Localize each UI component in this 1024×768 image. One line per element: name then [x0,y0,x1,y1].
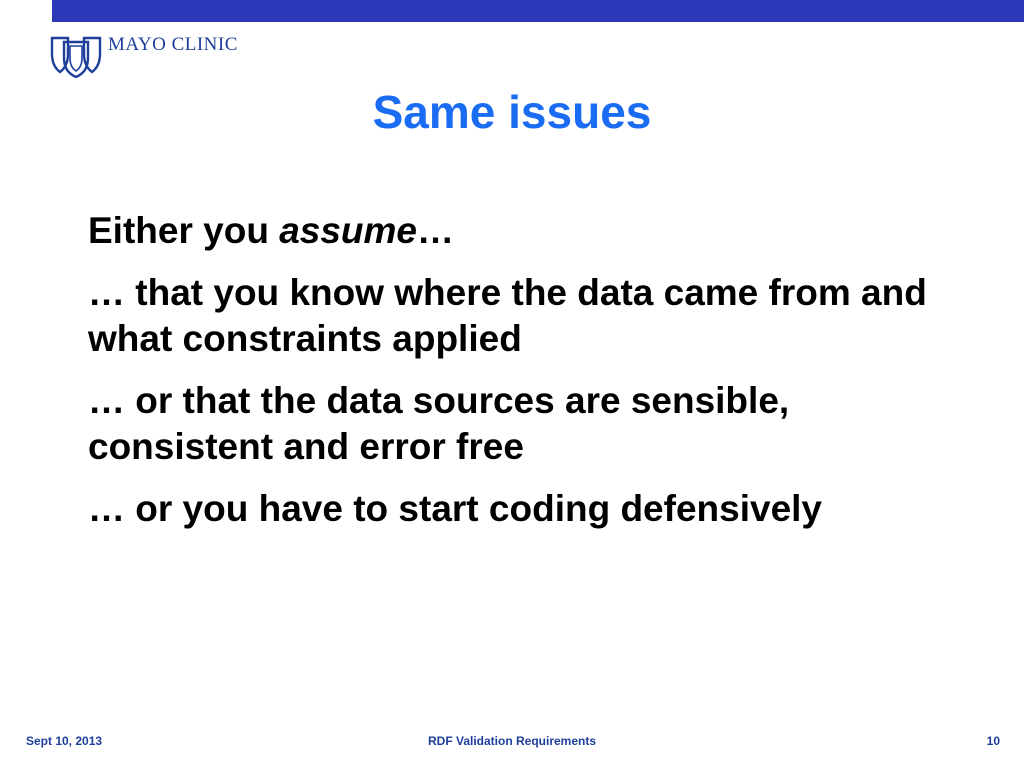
slide-body [88,208,948,548]
slide-title: Same issues [372,86,652,138]
p1-before-text: Either you [88,210,280,251]
logo-text: MAYO CLINIC [108,34,238,55]
paragraph-code-defensively: … or you have to start coding defensively [88,488,823,529]
footer-date: Sept 10, 2013 [26,734,103,748]
p1-emphasis-text: assume [279,210,418,251]
paragraph-either-you-assume [88,208,948,254]
paragraph-data-sources-sensible: … or that the data sources are sensible, consistent and error free [88,380,790,467]
footer-page-number: 10 [986,734,1000,748]
shield-logo-icon [50,32,102,78]
p1-after-text: … [417,210,455,251]
footer-presentation-title: RDF Validation Requirements [427,734,597,748]
paragraph-know-data-origin: … that you know where the data came from and what constraints applied [88,272,927,359]
header-bar [52,0,1024,22]
mayo-clinic-logo [50,32,238,78]
